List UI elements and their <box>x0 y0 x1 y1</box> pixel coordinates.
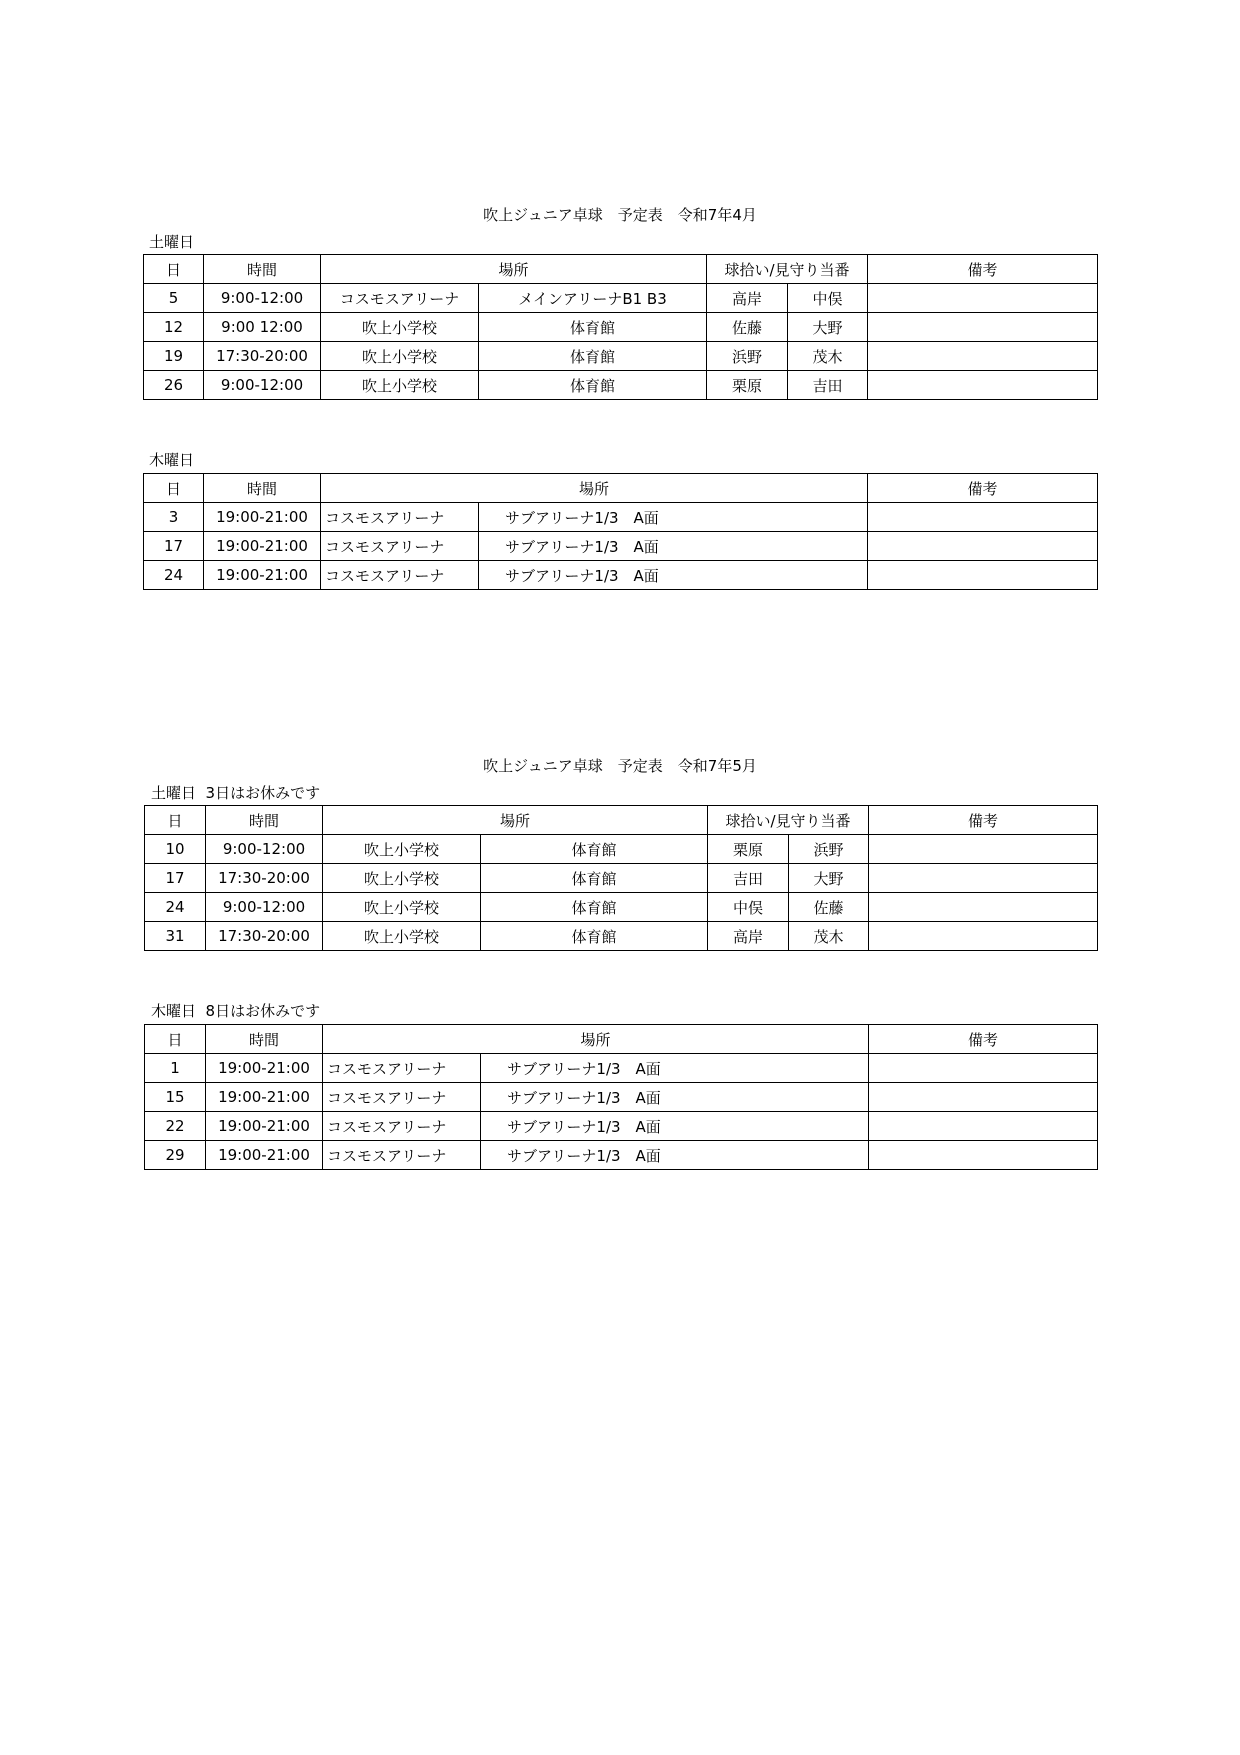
cell-venue: 吹上小学校 <box>323 893 481 922</box>
cell-time: 9:00-12:00 <box>206 893 323 922</box>
cell-day: 12 <box>144 313 204 342</box>
april-saturday-label: 土曜日 <box>149 233 195 251</box>
table-row <box>144 503 1098 532</box>
cell-room: サブアリーナ1/3 A面 <box>481 1141 869 1170</box>
cell-duty2: 茂木 <box>788 342 868 371</box>
header-day: 日 <box>145 1025 206 1054</box>
cell-duty2: 吉田 <box>788 371 868 400</box>
cell-notes <box>868 342 1098 371</box>
cell-room: 体育館 <box>481 864 708 893</box>
cell-room: 体育館 <box>479 371 707 400</box>
cell-notes <box>868 371 1098 400</box>
cell-room: サブアリーナ1/3 A面 <box>479 532 868 561</box>
table-row <box>144 561 1098 590</box>
may-thursday-label: 木曜日 8日はお休みです <box>151 1002 321 1020</box>
table-row <box>144 532 1098 561</box>
cell-time: 9:00-12:00 <box>204 284 321 313</box>
header-notes: 備考 <box>869 806 1098 835</box>
header-place: 場所 <box>323 1025 869 1054</box>
cell-venue: コスモスアリーナ <box>321 503 479 532</box>
cell-time: 9:00 12:00 <box>204 313 321 342</box>
cell-venue: コスモスアリーナ <box>323 1054 481 1083</box>
cell-duty1: 高岸 <box>707 284 788 313</box>
may-saturday-label: 土曜日 3日はお休みです <box>151 784 321 802</box>
cell-duty1: 中俣 <box>708 893 789 922</box>
cell-duty1: 栗原 <box>708 835 789 864</box>
cell-time: 9:00-12:00 <box>204 371 321 400</box>
cell-day: 22 <box>145 1112 206 1141</box>
cell-venue: コスモスアリーナ <box>323 1112 481 1141</box>
cell-time: 19:00-21:00 <box>206 1112 323 1141</box>
cell-day: 29 <box>145 1141 206 1170</box>
april-thursday-table <box>143 473 1098 590</box>
cell-duty1: 吉田 <box>708 864 789 893</box>
cell-notes <box>869 922 1098 951</box>
header-time: 時間 <box>204 474 321 503</box>
cell-day: 26 <box>144 371 204 400</box>
april-thursday-label: 木曜日 <box>149 451 195 469</box>
cell-venue: 吹上小学校 <box>323 864 481 893</box>
cell-duty1: 佐藤 <box>707 313 788 342</box>
table-row <box>145 1054 1098 1083</box>
cell-notes <box>869 1112 1098 1141</box>
header-duty: 球拾い/見守り当番 <box>707 255 868 284</box>
header-day: 日 <box>144 255 204 284</box>
may-title: 吹上ジュニア卓球 予定表 令和7年5月 <box>483 757 757 775</box>
cell-duty2: 大野 <box>788 313 868 342</box>
table-row <box>144 342 1098 371</box>
table-row <box>145 1112 1098 1141</box>
table-header-row <box>144 474 1098 503</box>
cell-room: 体育館 <box>479 313 707 342</box>
cell-duty1: 浜野 <box>707 342 788 371</box>
cell-room: サブアリーナ1/3 A面 <box>481 1054 869 1083</box>
table-row <box>145 1083 1098 1112</box>
cell-duty2: 茂木 <box>789 922 869 951</box>
cell-venue: 吹上小学校 <box>323 922 481 951</box>
cell-notes <box>868 532 1098 561</box>
may-thursday-table <box>144 1024 1098 1170</box>
cell-notes <box>869 864 1098 893</box>
cell-day: 17 <box>145 864 206 893</box>
cell-notes <box>869 1054 1098 1083</box>
cell-duty2: 大野 <box>789 864 869 893</box>
cell-day: 19 <box>144 342 204 371</box>
cell-room: 体育館 <box>479 342 707 371</box>
header-notes: 備考 <box>868 474 1098 503</box>
cell-venue: 吹上小学校 <box>321 342 479 371</box>
cell-day: 24 <box>144 561 204 590</box>
cell-room: 体育館 <box>481 835 708 864</box>
table-header-row <box>144 255 1098 284</box>
cell-time: 17:30-20:00 <box>206 864 323 893</box>
cell-time: 19:00-21:00 <box>204 561 321 590</box>
cell-day: 15 <box>145 1083 206 1112</box>
cell-duty1: 高岸 <box>708 922 789 951</box>
cell-venue: 吹上小学校 <box>321 313 479 342</box>
cell-room: サブアリーナ1/3 A面 <box>481 1112 869 1141</box>
cell-time: 19:00-21:00 <box>206 1141 323 1170</box>
cell-venue: コスモスアリーナ <box>323 1083 481 1112</box>
cell-time: 19:00-21:00 <box>206 1083 323 1112</box>
cell-notes <box>868 284 1098 313</box>
header-place: 場所 <box>321 474 868 503</box>
header-notes: 備考 <box>869 1025 1098 1054</box>
cell-time: 19:00-21:00 <box>204 532 321 561</box>
table-row <box>144 313 1098 342</box>
cell-day: 31 <box>145 922 206 951</box>
table-row <box>145 835 1098 864</box>
cell-notes <box>869 1141 1098 1170</box>
cell-notes <box>869 835 1098 864</box>
cell-day: 10 <box>145 835 206 864</box>
cell-time: 19:00-21:00 <box>204 503 321 532</box>
table-header-row <box>145 1025 1098 1054</box>
cell-room: 体育館 <box>481 893 708 922</box>
header-time: 時間 <box>206 806 323 835</box>
header-notes: 備考 <box>868 255 1098 284</box>
cell-room: メインアリーナB1 B3 <box>479 284 707 313</box>
cell-venue: コスモスアリーナ <box>321 561 479 590</box>
cell-day: 3 <box>144 503 204 532</box>
cell-room: 体育館 <box>481 922 708 951</box>
cell-notes <box>869 1083 1098 1112</box>
cell-venue: 吹上小学校 <box>323 835 481 864</box>
cell-day: 24 <box>145 893 206 922</box>
cell-room: サブアリーナ1/3 A面 <box>479 561 868 590</box>
table-row <box>144 371 1098 400</box>
cell-venue: 吹上小学校 <box>321 371 479 400</box>
table-row <box>145 922 1098 951</box>
cell-duty1: 栗原 <box>707 371 788 400</box>
cell-time: 9:00-12:00 <box>206 835 323 864</box>
cell-duty2: 浜野 <box>789 835 869 864</box>
table-row <box>145 893 1098 922</box>
cell-venue: コスモスアリーナ <box>323 1141 481 1170</box>
table-row <box>145 864 1098 893</box>
cell-day: 1 <box>145 1054 206 1083</box>
table-row <box>144 284 1098 313</box>
may-saturday-table <box>144 805 1098 951</box>
cell-duty2: 佐藤 <box>789 893 869 922</box>
header-place: 場所 <box>321 255 707 284</box>
cell-duty2: 中俣 <box>788 284 868 313</box>
cell-venue: コスモスアリーナ <box>321 284 479 313</box>
cell-venue: コスモスアリーナ <box>321 532 479 561</box>
april-saturday-table <box>143 254 1098 400</box>
header-duty: 球拾い/見守り当番 <box>708 806 869 835</box>
table-header-row <box>145 806 1098 835</box>
cell-time: 17:30-20:00 <box>206 922 323 951</box>
april-title: 吹上ジュニア卓球 予定表 令和7年4月 <box>483 206 757 224</box>
cell-room: サブアリーナ1/3 A面 <box>481 1083 869 1112</box>
header-day: 日 <box>144 474 204 503</box>
cell-notes <box>868 503 1098 532</box>
header-day: 日 <box>145 806 206 835</box>
cell-time: 19:00-21:00 <box>206 1054 323 1083</box>
header-place: 場所 <box>323 806 708 835</box>
header-time: 時間 <box>206 1025 323 1054</box>
header-time: 時間 <box>204 255 321 284</box>
cell-day: 5 <box>144 284 204 313</box>
cell-notes <box>868 561 1098 590</box>
cell-notes <box>868 313 1098 342</box>
cell-room: サブアリーナ1/3 A面 <box>479 503 868 532</box>
cell-day: 17 <box>144 532 204 561</box>
cell-time: 17:30-20:00 <box>204 342 321 371</box>
table-row <box>145 1141 1098 1170</box>
cell-notes <box>869 893 1098 922</box>
